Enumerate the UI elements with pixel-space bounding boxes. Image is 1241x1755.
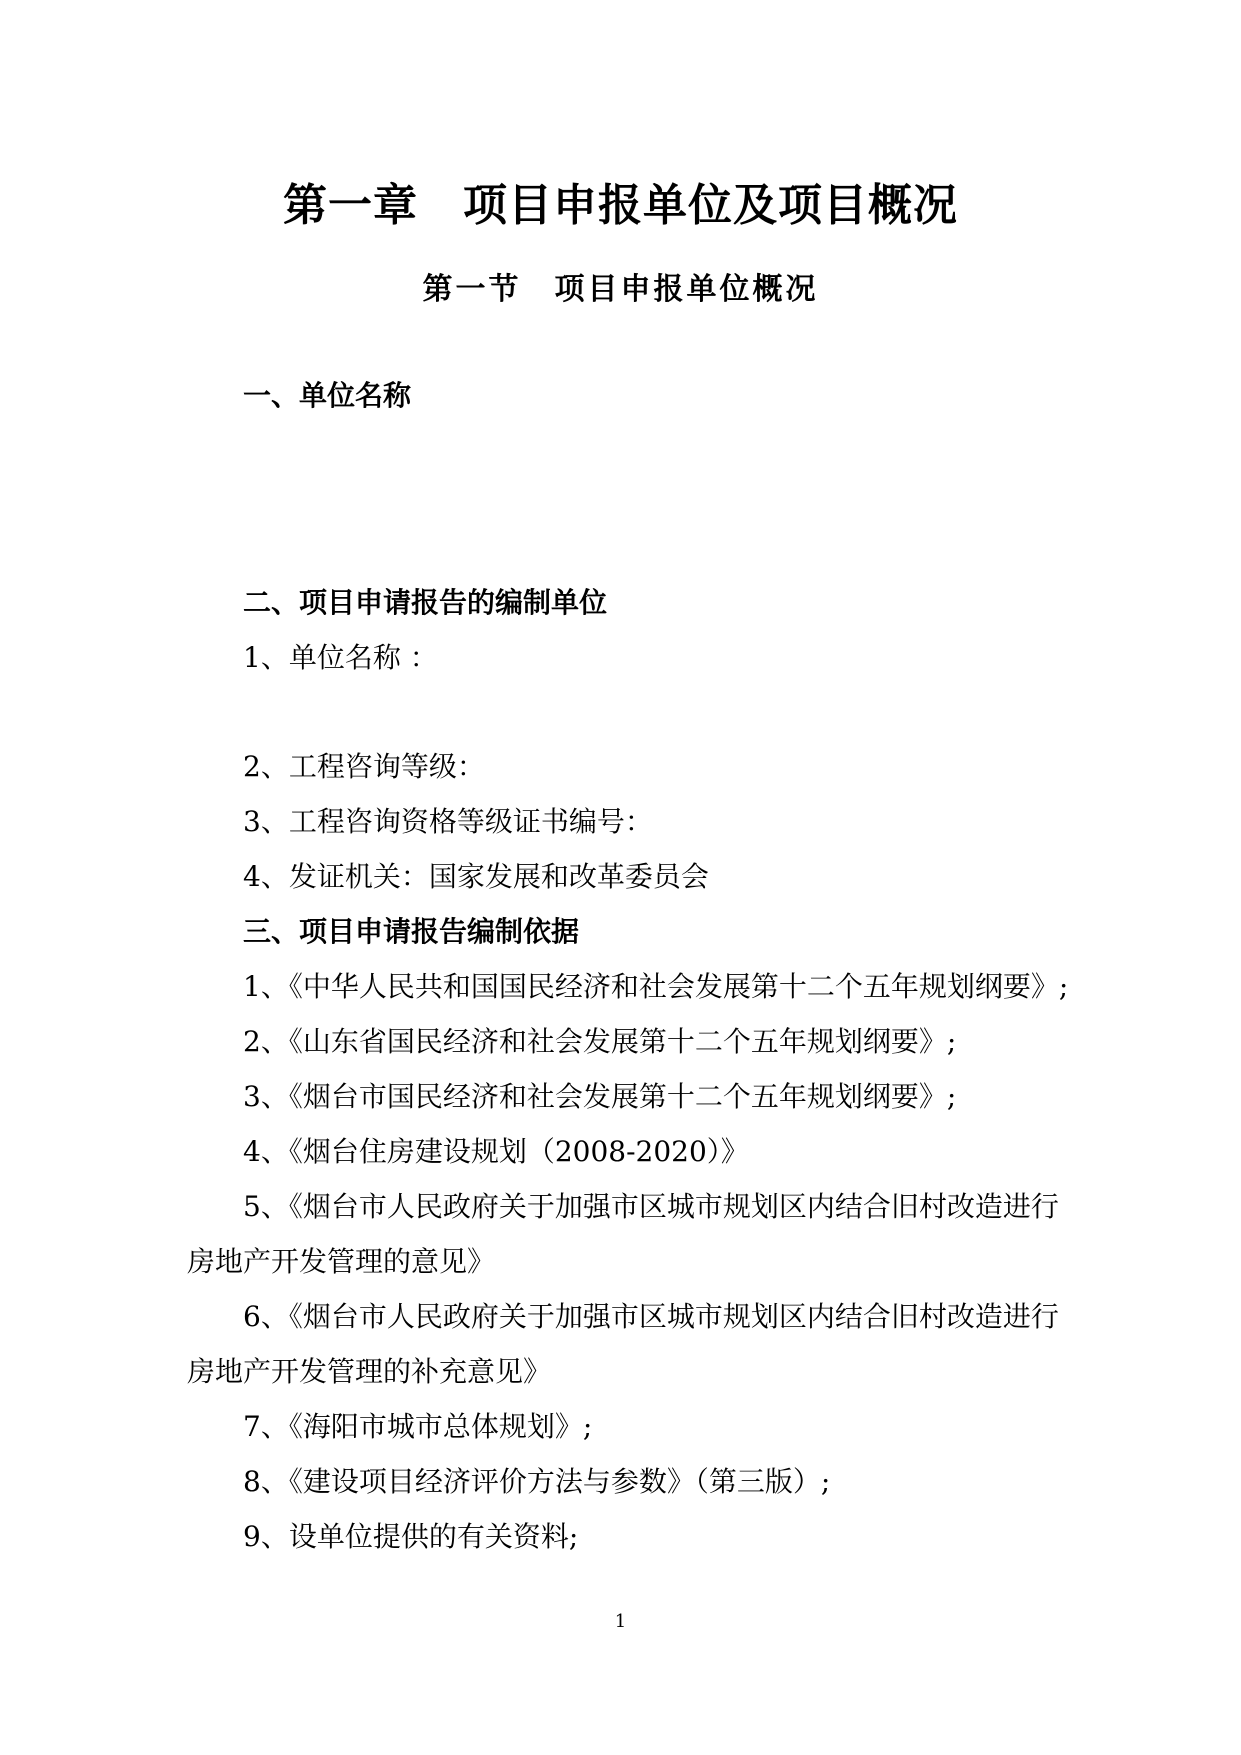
list-item: 3、工程咨询资格等级证书编号：: [243, 805, 653, 838]
heading-unit-name: 一、单位名称: [243, 379, 412, 412]
heading-compilation-basis: 三、项目申请报告编制依据: [243, 915, 580, 948]
list-item: 3、《烟台市国民经济和社会发展第十二个五年规划纲要》;: [243, 1080, 957, 1113]
list-item: 8、《建设项目经济评价方法与参数》（第三版）;: [243, 1465, 831, 1498]
section-title: 第一节 项目申报单位概况: [422, 272, 819, 307]
chapter-title: 第一章 项目申报单位及项目概况: [283, 180, 958, 231]
page-number: 1: [614, 1611, 627, 1632]
list-item-continuation: 房地产开发管理的补充意见》: [187, 1355, 552, 1388]
list-item: 1、单位名称 ：: [243, 641, 438, 674]
list-item: 2、工程咨询等级：: [243, 750, 485, 783]
list-item: 1、《中华人民共和国国民经济和社会发展第十二个五年规划纲要》;: [243, 970, 1069, 1003]
heading-report-compiler: 二、项目申请报告的编制单位: [243, 586, 608, 619]
list-item: 6、《烟台市人民政府关于加强市区城市规划区内结合旧村改造进行: [243, 1300, 1059, 1333]
list-item: 4、发证机关：国家发展和改革委员会: [243, 860, 709, 893]
list-item: 2、《山东省国民经济和社会发展第十二个五年规划纲要》;: [243, 1025, 957, 1058]
list-item: 9、设单位提供的有关资料;: [243, 1520, 579, 1553]
list-item: 7、《海阳市城市总体规划》;: [243, 1410, 593, 1443]
list-item-continuation: 房地产开发管理的意见》: [187, 1245, 496, 1278]
list-item: 4、《烟台住房建设规划（2008-2020）》: [243, 1135, 749, 1168]
list-item: 5、《烟台市人民政府关于加强市区城市规划区内结合旧村改造进行: [243, 1190, 1059, 1223]
